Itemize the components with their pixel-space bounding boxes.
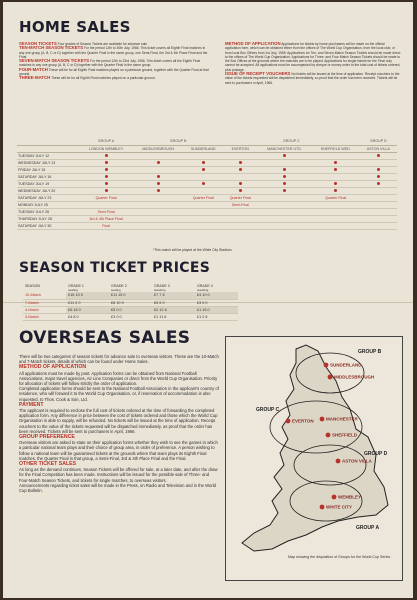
schedule-cell — [312, 222, 360, 229]
match-dot — [239, 161, 242, 164]
schedule-row — [17, 152, 397, 159]
schedule-cell — [223, 152, 257, 159]
city-label: SHEFFIELD — [332, 432, 358, 438]
schedule-cell — [360, 166, 397, 173]
match-dot — [157, 175, 160, 178]
city-dot — [332, 495, 337, 500]
overseas-method-label: METHOD OF APPLICATION — [19, 364, 87, 371]
schedule-cell — [360, 208, 397, 215]
match-dot — [157, 161, 160, 164]
match-dot — [157, 182, 160, 185]
match-dot — [377, 168, 380, 171]
schedule-cell — [312, 201, 360, 208]
venue-header: MIDDLESBROUGH — [133, 145, 183, 152]
price-value: £11 15 0 — [109, 292, 152, 299]
ten-match-text: For the period 12th to 30th July, 1966. This ticket covers all Eighth Final matches in any one group (A, B, C or D) together with the Quarter Final in the same group, one Semi-Final, the 3rd & 4th Place Final and the Final. — [19, 46, 208, 59]
schedule-cell — [133, 159, 183, 166]
schedule-cell — [312, 180, 360, 187]
home-sales-title: HOME SALES — [19, 18, 131, 36]
price-row-name: 4-Match — [23, 306, 66, 313]
price-value: £15 10 0 — [66, 292, 109, 299]
schedule-cell — [257, 180, 311, 187]
schedule-cell — [312, 187, 360, 194]
schedule-cell — [257, 215, 311, 222]
schedule-cell — [133, 201, 183, 208]
schedule-cell — [257, 152, 311, 159]
schedule-row — [17, 159, 397, 166]
schedule-row — [17, 208, 397, 215]
price-value: £1 2 6 — [195, 313, 238, 320]
preference-label: GROUP PREFERENCE — [19, 434, 75, 441]
schedule-cell — [312, 215, 360, 222]
schedule-cell — [223, 166, 257, 173]
match-dot — [239, 182, 242, 185]
schedule-cell: Final — [79, 222, 133, 229]
schedule-cell — [312, 152, 360, 159]
price-subheader: seating — [68, 288, 78, 292]
schedule-cell — [133, 173, 183, 180]
schedule-cell: 3rd & 4th Place Final — [79, 215, 133, 222]
schedule-cell — [257, 166, 311, 173]
price-header: GRADE 2 — [111, 284, 127, 288]
match-dot — [105, 161, 108, 164]
schedule-cell — [183, 180, 223, 187]
price-row — [23, 292, 238, 299]
four-match-text: These will be for all Eighth Final matches played on a particular ground, together with the Quarter Final at that ground. — [19, 67, 209, 77]
schedule-cell — [257, 187, 311, 194]
city-label: WEMBLEY — [338, 494, 361, 500]
match-schedule-table — [17, 138, 397, 230]
city-label: MIDDLESBROUGH — [334, 374, 375, 380]
price-value: £6 16 0 — [66, 306, 109, 313]
price-row — [23, 306, 238, 313]
overseas-intro: There will be two categories of season tickets for advance sale to overseas visitors. These are the 10-Match and 7-Match tickets, details of which can be found under Home Sales. — [19, 354, 219, 365]
schedule-date: SATURDAY JULY 23 — [17, 194, 79, 201]
schedule-cell — [183, 159, 223, 166]
schedule-cell — [183, 222, 223, 229]
schedule-cell: Semi-Final — [223, 201, 257, 208]
schedule-cell — [133, 166, 183, 173]
schedule-cell: Quarter Final — [223, 194, 257, 201]
match-dot — [334, 182, 337, 185]
venue-header: SUNDERLAND — [183, 145, 223, 152]
groups-map — [225, 336, 403, 581]
match-dot — [105, 182, 108, 185]
schedule-cell — [360, 152, 397, 159]
schedule-cell — [183, 152, 223, 159]
group-label: GROUP A — [356, 525, 380, 531]
schedule-cell — [79, 180, 133, 187]
schedule-row — [17, 180, 397, 187]
schedule-cell — [312, 208, 360, 215]
seven-match-text: For the period 12th to 23rd July, 1966. This ticket covers all the Eighth Final matches in any one group (A, B, C or D) together with the Quarter Final in the same group. — [19, 59, 201, 68]
group-label: GROUP B — [358, 349, 382, 355]
schedule-cell — [223, 208, 257, 215]
schedule-cell — [223, 222, 257, 229]
method-label: METHOD OF APPLICATION — [225, 41, 281, 46]
schedule-cell — [133, 215, 183, 222]
group-label: GROUP D — [364, 451, 388, 457]
city-label: EVERTON — [292, 418, 314, 424]
other-text: As long as the demand continues, Season Tickets will be offered for sale, at a later date, and after the draw for the Final Competition has been made. Instructions will be issued for the possible sale of Three- and Four-Match Season Tickets, and tickets for single matches, to overseas visitors. — [19, 467, 218, 483]
schedule-cell — [257, 173, 311, 180]
schedule-row — [17, 222, 397, 229]
price-value: £1 15 0 — [195, 306, 238, 313]
price-header: SEASON — [25, 284, 40, 288]
city-dot — [320, 417, 325, 422]
schedule-cell — [79, 152, 133, 159]
group-header: GROUP A — [79, 138, 133, 145]
match-dot — [239, 168, 242, 171]
payment-label: PAYMENT — [19, 401, 44, 408]
england-map-svg — [226, 337, 402, 580]
price-subheader: standing — [196, 288, 209, 292]
ten-match-label: TEN-MATCH SEASON TICKETS — [19, 45, 84, 51]
schedule-cell — [360, 215, 397, 222]
schedule-cell — [312, 173, 360, 180]
match-dot — [283, 175, 286, 178]
venue-header: SHEFFIELD WED. — [312, 145, 360, 152]
match-dot — [105, 154, 108, 157]
overseas-sales-text — [19, 354, 219, 493]
schedule-cell — [183, 208, 223, 215]
schedule-cell — [360, 194, 397, 201]
price-value: £1 11 6 — [152, 313, 195, 320]
schedule-cell — [360, 180, 397, 187]
receipt-label: ISSUE OF RECEIPT VOUCHERS — [225, 71, 291, 77]
price-header: GRADE 3 — [154, 284, 170, 288]
price-row — [23, 299, 238, 306]
city-dot — [320, 505, 325, 510]
price-row-name: 7-Match — [23, 299, 66, 306]
season-ticket-prices-table — [23, 284, 238, 321]
schedule-footnote: *This match will be played at the White City Stadium. — [153, 248, 233, 252]
preference-text: Overseas visitors are asked to state on their application forms whether they wish to see the games in which a particular national team plays and their choice of group area, in order of preference. A person wishing to follow a national team will be guaranteed tickets at the grounds where that team plays its Eighth Final matches, the Quarter Final in that group, a Semi-Final, 3rd & 4th Place Final and the Final. — [19, 440, 218, 461]
receipt-text: No tickets will be issued at the time of application. Receipt vouchers to the value of the tickets requested will be dispatched immediately, so proof that the order has been received. Tickets will be sent to purchasers in April, 1966. — [225, 72, 400, 85]
home-sales-left-column — [19, 42, 209, 81]
schedule-cell: Semi-Final — [79, 208, 133, 215]
prices-title: SEASON TICKET PRICES — [19, 260, 211, 276]
match-dot — [334, 161, 337, 164]
announce-text: Announcements regarding ticket sales will be made in the Press, on Radio and Television and in the World Cup Bulletin. — [19, 482, 217, 494]
price-row-name: 3-Match — [23, 313, 66, 320]
schedule-cell — [360, 222, 397, 229]
price-subheader: standing — [154, 288, 166, 292]
schedule-date: SATURDAY JULY 30 — [17, 222, 79, 229]
city-dot — [286, 419, 291, 424]
schedule-date: MONDAY JULY 25 — [17, 201, 79, 208]
group-header: GROUP D — [360, 138, 397, 145]
home-sales-right-column — [225, 42, 401, 85]
city-label: MANCHESTER — [326, 416, 358, 422]
schedule-cell — [312, 166, 360, 173]
price-value: £7 7 6 — [152, 292, 195, 299]
venue-header: ASTON VILLA — [360, 145, 397, 152]
schedule-cell — [183, 201, 223, 208]
venue-header: MANCHESTER UTD. — [257, 145, 311, 152]
city-label: ASTON VILLA — [342, 458, 372, 464]
group-header: GROUP C — [223, 138, 359, 145]
schedule-cell — [183, 173, 223, 180]
match-dot — [157, 189, 160, 192]
schedule-cell — [223, 215, 257, 222]
price-subheader: seating — [111, 288, 121, 292]
schedule-cell — [257, 208, 311, 215]
venue-header: LONDON WEMBLEY — [79, 145, 133, 152]
schedule-date: THURSDAY JULY 28 — [17, 215, 79, 222]
match-dot — [202, 161, 205, 164]
match-dot — [105, 175, 108, 178]
match-dot — [334, 189, 337, 192]
schedule-cell — [79, 159, 133, 166]
city-dot — [328, 375, 333, 380]
match-dot — [283, 168, 286, 171]
schedule-cell — [133, 194, 183, 201]
schedule-date: WEDNESDAY JULY 20 — [17, 187, 79, 194]
schedule-row — [17, 166, 397, 173]
schedule-cell — [183, 215, 223, 222]
season-tickets-label: SEASON TICKETS — [19, 41, 57, 46]
schedule-cell — [79, 166, 133, 173]
match-dot — [283, 189, 286, 192]
schedule-row — [17, 201, 397, 208]
match-dot — [105, 168, 108, 171]
match-dot — [202, 182, 205, 185]
city-dot — [336, 459, 341, 464]
schedule-cell: Quarter Final — [183, 194, 223, 201]
overseas-sales-title: OVERSEAS SALES — [19, 328, 191, 348]
match-dot — [377, 175, 380, 178]
schedule-cell — [79, 187, 133, 194]
three-match-text: These will be for all Eighth Final matches played on a particular ground. — [51, 76, 156, 81]
schedule-row — [17, 215, 397, 222]
schedule-cell: Quarter Final — [79, 194, 133, 201]
price-header: GRADE 4 — [196, 284, 213, 288]
group-label: GROUP C — [256, 407, 280, 413]
city-dot — [326, 433, 331, 438]
schedule-corner — [17, 138, 79, 145]
schedule-cell — [183, 187, 223, 194]
match-dot — [377, 154, 380, 157]
schedule-cell — [360, 187, 397, 194]
schedule-date: TUESDAY JULY 26 — [17, 208, 79, 215]
schedule-cell — [133, 222, 183, 229]
schedule-cell — [257, 159, 311, 166]
schedule-cell — [360, 201, 397, 208]
schedule-cell — [257, 194, 311, 201]
schedule-date: TUESDAY JULY 19 — [17, 180, 79, 187]
price-value: £4 8 0 — [66, 313, 109, 320]
price-value: £5 5 0 — [152, 299, 195, 306]
match-dot — [105, 189, 108, 192]
schedule-date: TUESDAY JULY 12 — [17, 152, 79, 159]
seven-match-label: SEVEN-MATCH SEASON TICKETS — [19, 58, 90, 64]
schedule-cell — [257, 222, 311, 229]
schedule-date: SATURDAY JULY 16 — [17, 173, 79, 180]
venue-header: EVERTON — [223, 145, 257, 152]
schedule-corner — [17, 145, 79, 152]
group-header: GROUP B — [133, 138, 223, 145]
schedule-cell — [133, 208, 183, 215]
price-value: £8 10 0 — [109, 299, 152, 306]
match-dot — [377, 182, 380, 185]
schedule-cell — [223, 180, 257, 187]
season-tickets-text: Four grades of Season Tickets are available for advance sale — [57, 42, 148, 46]
match-dot — [283, 154, 286, 157]
price-row — [23, 313, 238, 320]
payment-text: The applicant is required to enclose the full cost of tickets ordered at the time of forwarding the completed application form. Any difference in price between the cost of tickets ordered and those which the World Cup Organisation is able to supply, will be refunded. No tickets will be issued at the time of application. Receipt vouchers to the value of the tickets requested will be dispatched immediately, as proof that the order has been received. Tickets will be sent to purchasers in April, 1966. — [19, 408, 218, 434]
schedule-cell — [133, 152, 183, 159]
match-dot — [239, 189, 242, 192]
price-row-name: 10-Match — [23, 292, 66, 299]
schedule-cell — [133, 180, 183, 187]
match-dot — [283, 182, 286, 185]
price-value: £11 0 0 — [66, 299, 109, 306]
schedule-cell — [360, 173, 397, 180]
price-value: £3 5 0 — [195, 299, 238, 306]
schedule-cell — [223, 187, 257, 194]
overseas-method-text: All applications must be made by post. Application forms can be obtained from National Football Associations, major travel agencies, Air Line Companies or direct from the World Cup Organisation. Priority for allocation of tickets will follow strictly the order of application. — [19, 370, 218, 387]
city-dot — [324, 363, 329, 368]
price-value: £4 10 0 — [195, 292, 238, 299]
schedule-cell — [223, 173, 257, 180]
method-text: Applications for tickets by home purchasers will be made on the official application form, which can be obtained either from the offices of The World Cup Organisation, from the local club, or from local Box Offices from 1st July, 1965. Applications for Ten- and Seven-Match Season Tickets should be made direct to the offices of The World Cup Organisation. Applications for Three- and Four-Match Season Tickets should be made to the Box Offices at the grounds where the matches are to be played. Applications for single tickets for the Final only cannot be accepted. All applications must be accompanied by cheque or money order to the total cost of tickets ordered, plus postage. — [225, 42, 401, 72]
map-caption: Map showing the disposition of Groups for the World Cup Series — [288, 555, 391, 559]
match-dot — [334, 168, 337, 171]
city-label: SUNDERLAND — [330, 362, 362, 368]
schedule-cell — [223, 159, 257, 166]
schedule-date: FRIDAY JULY 15 — [17, 166, 79, 173]
schedule-row — [17, 173, 397, 180]
four-match-label: FOUR-MATCH — [19, 66, 48, 72]
schedule-cell — [257, 201, 311, 208]
price-header: GRADE 1 — [68, 284, 84, 288]
schedule-row — [17, 187, 397, 194]
schedule-cell — [183, 166, 223, 173]
schedule-cell: Quarter Final — [312, 194, 360, 201]
leaflet-page — [3, 2, 413, 598]
overseas-completed-text: Completed application forms should be sent to the National Football Association in the applicant's country of residence, who will forward it to the World Cup Organisation, or, if reservation of accommodation is also requested, to Thos. Cook & Son, Ltd. — [19, 386, 219, 402]
price-value: £3 0 0 — [109, 313, 152, 320]
schedule-date: WEDNESDAY JULY 13 — [17, 159, 79, 166]
match-dot — [202, 168, 205, 171]
schedule-cell — [133, 187, 183, 194]
other-label: OTHER TICKET SALES — [19, 461, 77, 468]
price-value: £5 0 0 — [109, 306, 152, 313]
schedule-cell — [312, 159, 360, 166]
schedule-cell — [79, 201, 133, 208]
schedule-cell — [360, 159, 397, 166]
city-label: WHITE CITY — [326, 504, 352, 510]
schedule-cell — [79, 173, 133, 180]
schedule-row — [17, 194, 397, 201]
three-match-label: THREE-MATCH — [19, 75, 51, 81]
price-value: £2 12 6 — [152, 306, 195, 313]
